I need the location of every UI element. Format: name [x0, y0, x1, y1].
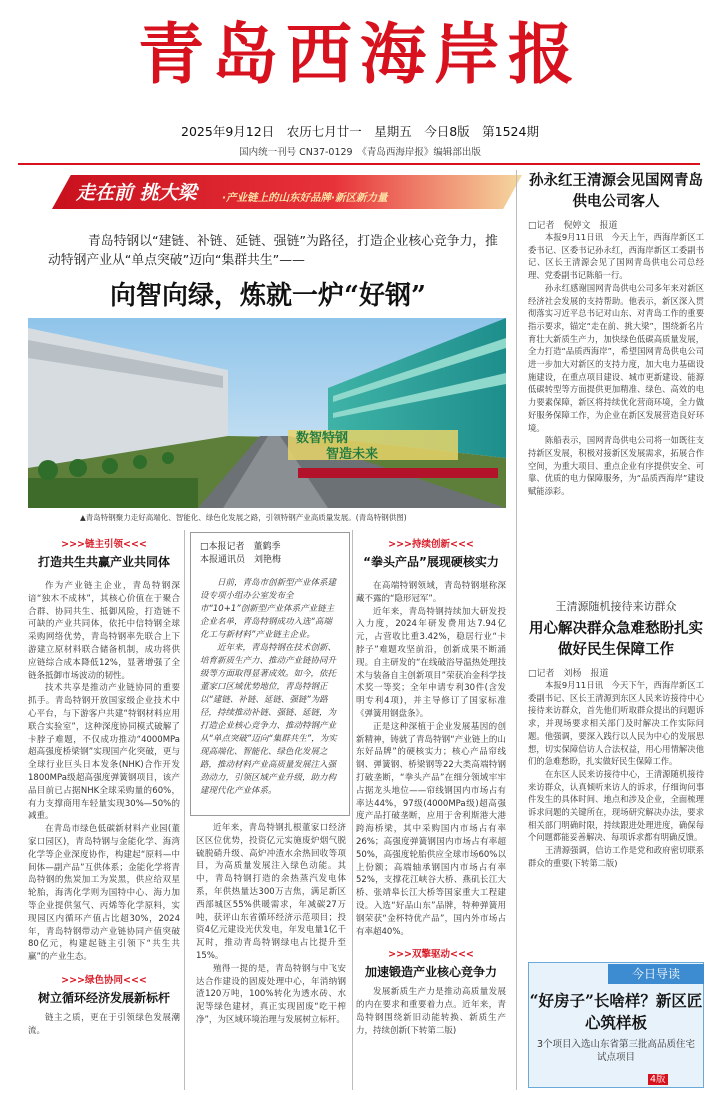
photo-caption: ▲青岛特钢聚力走好高端化、智能化、绿色化发展之路，引领特钢产业高质量发展。(青岛特钢供图): [80, 513, 407, 522]
paragraph: 本报9月11日讯 今天下午，西海岸新区工委副书记、区长王清源到东区人民来访接待中心接待来访群众，首先他们听取群众提出的问题诉求，并现场要求相关部门及时解决工作实际问题。他强调，要深入践行以人民为中心的发展思想，切实保障信访人合法权益，用心用情解决他们的急难愁盼，扎实做好民生保障工作。: [528, 680, 704, 767]
section-tag: >>>链主引领<<<: [61, 539, 147, 550]
header-rule: [18, 163, 700, 165]
page-number: 4版: [650, 1074, 666, 1085]
sidebar-headline: 孙永红王清源会见国网青岛供电公司客人: [529, 172, 703, 210]
paragraph: 本报9月11日讯 今天上午，西海岸新区工委书记、区委书记孙永红，西海岸新区工委副书记、区长王清源会见了国网青岛供电公司总经理、党委副书记陈船一行。: [528, 232, 704, 281]
paragraph: 在青岛市绿色低碳新材料产业园(董家口园区)，青岛特钢与金能化学、海湾化学等企业深度协作，构建起“原料—中间体—副产品”互供体系；金能化学将青岛特钢的焦炭加工为炭黑，供应给双星轮胎，海湾化学则为国特中心、海力加等企业提供氢气、丙烯等化学原料，实现园区内循环产值占比超30%，2024年，青岛特钢带动产业链协同产值突破80亿元，构建起链主引领下“共生共赢”的产业生态。: [28, 824, 180, 963]
article-photo: [28, 318, 506, 508]
paragraph: 作为产业链主企业，青岛特钢深谙“独木不成林”，其核心价值在于聚合合群、协同共生、抵御风险，打造链不可缺的产业共同体，依托中信特钢全球采购网络优势，青岛特钢率先联合上下游建立原材料联合储备机制，成功将供应链综合成本降低12%，显著增强了全链条抵御市场波动的韧性。: [28, 581, 180, 681]
section-heading: 打造共生共赢产业共同体: [37, 555, 170, 569]
paragraph: 孙永红感谢国网青岛供电公司多年来对新区经济社会发展的支持帮助。他表示，新区深入贯彻落实习近平总书记对山东、对青岛工作的重要指示要求，锚定“走在前、挑大梁”，围绕新名片育壮大新质生产力，加快绿色低碳高质量发展，全力打造“品质西海岸”，希望国网青岛供电公司进一步加大对新区的支持力度，加大电力基础设施建设，在重点项目建设、城市更新建设、能源低碳转型等方面提供更加精准、绿色、高效的电力要素保障，新区将持续优化营商环境，全力做好服务保障工作，为企业在新区发展营造良好环境。: [528, 282, 704, 433]
paragraph: 王清源强调，信访工作是党和政府密切联系群众的重要(下转第二版): [528, 845, 704, 868]
masthead-title: 青岛西海岸报: [138, 15, 582, 93]
lead-box: [190, 532, 350, 816]
column-divider: [352, 530, 353, 1090]
column-divider: [516, 170, 517, 1090]
sidebar-article-2: [528, 598, 704, 870]
byline: 本报通讯员 刘艳梅: [200, 555, 282, 565]
paragraph: 正是这种深植于企业发展基因的创新精神，铸就了青岛特钢“产业链上的山东好品牌”的硬核实力；核心产品帘线钢、弹簧钢、桥梁钢等22大类高端特钢打破垄断，“拳头产品”在细分领域牢牢占据龙头地位——帘线钢国内市场占有率达44%，97级(4000MPa级)超高强度产品打破垄断，应用于舍利斯港大港跨海桥梁，其中采购国内市场占有率26%；高强度弹簧钢国内市场占有率超50%，高强度轮胎供应全球市场60%以上份额；高端轴承钢国内市场占有率52%，支撑花江峡谷大桥、燕矶长江大桥、张靖皋长江大桥等国家重大工程建设。入选“好品山东”品牌，特种弹簧用钢荣获“金杯特优产品”，国内外市场占有率超40%。: [356, 721, 506, 937]
byline: □记者 刘杨 报道: [528, 669, 609, 679]
byline: □本报记者 董鹤季: [200, 542, 281, 552]
masthead: [0, 0, 720, 120]
sign-text-2: 智造未来: [326, 447, 379, 462]
section-tag: >>>双擎驱动<<<: [388, 949, 474, 961]
paragraph: 技术共享是推动产业链协同的重要抓手。青岛特钢开放国家级企业技术中心平台，与下游客户共建“特钢材料应用联合实验室”，这种深度协同模式破解了卡脖子难题，不仅成功推动“4000MPa超高强度桥梁钢”实现国产化突破，更与全球行业巨头日本发条(NHK)合作开发1800MPa级超高强度弹簧钢项目，该产品目前已占据NHK全球采购量的60%，有力支撑商用车轻量实现30%—50%的减重。: [28, 683, 180, 822]
banner-subtitle: ·产业链上的山东好品牌·新区新力量: [222, 192, 388, 204]
section-tag: >>>绿色协同<<<: [61, 974, 147, 986]
paragraph: 陈船表示，国网青岛供电公司将一如既往支持新区发展，积极对接新区发展需求，拓展合作空间，为重大项目、重点企业有序提供安全、可靠、优质的电力保障服务，为“品质西海岸”建设赋能添彩。: [528, 435, 704, 497]
banner-title: 走在前 挑大梁: [76, 182, 197, 204]
paragraph: 链主之质，更在于引领绿色发展潮流。: [28, 1012, 180, 1036]
section-heading: 加速锻造产业核心竞争力: [364, 965, 497, 980]
guide-page-ref[interactable]: [648, 1071, 668, 1085]
paragraph: 在东区人民来访接待中心，王清源随机接待来访群众，认真倾听来访人的诉求，仔细询问事件发生的具体时间、地点和涉及企业，全面梳理诉求问题的关键所在，现场研究解决办法，要求相关部门明确时限，持续跟进处理进度，确保每个问题都能妥善解决、每项诉求都有明确反馈。: [528, 768, 704, 843]
article-deck: 青岛特钢以“建链、补链、延链、强链”为路径，打造企业核心竞争力，推动特钢产业从“单点突破”迈向“集群共生”——: [48, 234, 498, 268]
sign-text-1: 数智特钢: [296, 431, 349, 446]
factory-photo: [28, 318, 506, 508]
paragraph: 发展新质生产力是推动高质量发展的内在要求和重要着力点。近年来，青岛特钢围绕新旧动能转换、新质生产力，持续创新(下转第二版): [356, 987, 506, 1036]
guide-subtitle: 3个项目入选山东省第三批高品质住宅试点项目: [536, 1039, 696, 1063]
section-heading: 树立循环经济发展新标杆: [37, 990, 170, 1005]
guide-headline[interactable]: “好房子”长啥样？新区匠心筑样板: [529, 991, 703, 1032]
column-divider: [184, 530, 185, 1090]
sidebar-article-1: [528, 170, 704, 498]
issue-info: 2025年9月12日 农历七月廿一 星期五 今日8版 第1524期: [181, 124, 539, 139]
column-3: [356, 536, 506, 1038]
column-1: [28, 536, 180, 1038]
sidebar-kicker: 王清源随机接待来访群众: [555, 600, 677, 613]
todays-guide-tag: 今日导读: [608, 964, 704, 984]
section-tag: >>>持续创新<<<: [388, 539, 474, 550]
publication-info: 国内统一刊号 CN37-0129 《青岛西海岸报》编辑部出版: [239, 147, 481, 158]
paragraph: 近年来，青岛特钢持续加大研发投入力度，2024年研发费用达7.94亿元，占营收比重3.42%，稳居行业“卡脖子”难题攻坚前沿，创新成果不断涌现。自主研发的“在线破浴导温热处理技术与装备自主创新项目”荣获冶金科学技术奖一等奖；全年申请专利30件(含发明专利4项)，并主导修订了国家标准《弹簧用钢盘条》。: [356, 606, 506, 719]
section-heading: “拳头产品”展现硬核实力: [363, 555, 499, 569]
sidebar-headline: 用心解决群众急难愁盼扎实做好民生保障工作: [529, 620, 703, 658]
article-headline: 向智向绿，炼就一炉“好钢”: [110, 281, 426, 311]
byline: □记者 倪婷文 报道: [528, 221, 618, 231]
paragraph: 在高端特钢领域，青岛特钢堪称深藏不露的“隐形冠军”。: [356, 581, 506, 604]
column-2: [196, 822, 346, 1027]
paragraph: 日前，青岛市创新型产业体系建设专项小组办公室发布全市“10+1”创新型产业体系产业链主企业名单，青岛特钢成功入选“高端化工与新材料”产业链主企业。: [200, 578, 337, 640]
paragraph: 近年来，青岛特钢扎根董家口经济区区位优势，投资亿元实施废炉烟气脱硫脱硝升级、高炉冲渣水余热回收等项目，为高质量发展注入绿色动能。其中，青岛特钢打造的余热蒸汽发电体系，年供热量达300万吉焦，满足新区西部城区55%供暖需求，年减碳27万吨，获评山东省循环经济示范项目；投资4亿元建设光伏发电，年发电量1亿千瓦时，推动青岛特钢绿电占比提升至15%。: [196, 823, 346, 961]
paragraph: 殖得一提的是，青岛特钢与中飞安达合作建设的固废处理中心，年消纳钢渣120万吨，100%转化为透水砖、水泥等绿色建材，真正实现固废“吃干榨净”，为区域环境治理与发展树立标杆。: [196, 963, 346, 1025]
paragraph: 近年来，青岛特钢在技术创新、培育新质生产力、推动产业链协同升级等方面取得显著成效。如今，依托董家口区域优势地位，青岛特钢正以“建链、补链、延链、强链”为路径，持续推动补链、强链、延链，为打造企业核心竞争力、推动特钢产业从“单点突破”迈向“集群共生”，为实现高端化、智能化、绿色化发展之路，推动材料产业高质量发展注入强劲动力，引领区域产业升级，助力构建现代化产业体系。: [200, 643, 337, 796]
